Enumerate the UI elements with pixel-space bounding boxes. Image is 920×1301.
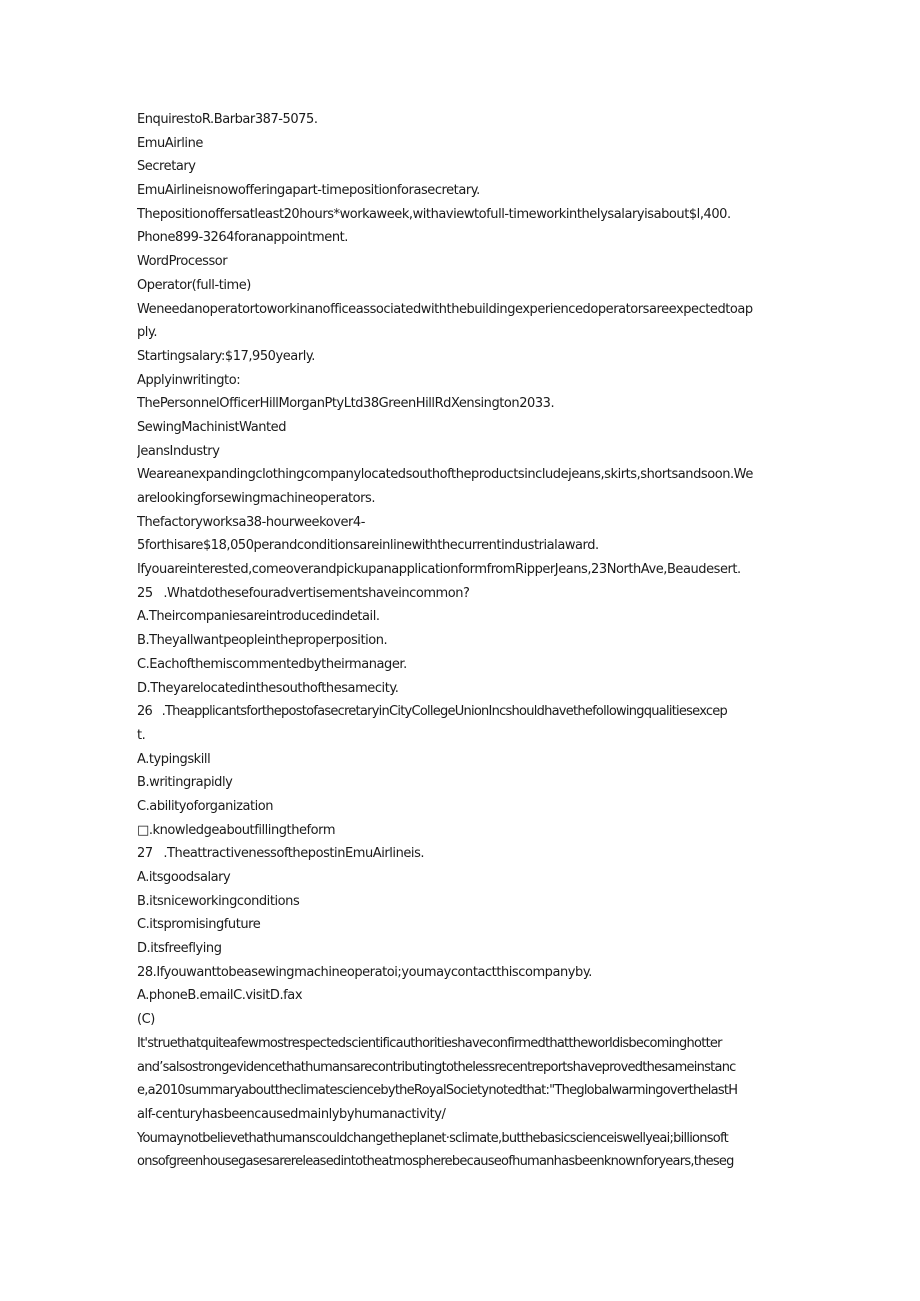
question-25: 25 .Whatdothesefouradvertisementshaveincommon? (137, 585, 470, 601)
option-d: D.itsfreeflying (137, 941, 222, 957)
option-b: B.itsniceworkingconditions (137, 893, 300, 909)
option-d: D.Theyarelocatedinthesouthofthesamecity. (137, 680, 399, 696)
option-c: C.itspromisingfuture (137, 917, 261, 933)
question-27: 27 .TheattractivenessofthepostinEmuAirlineis. (137, 846, 425, 862)
text-line: Secretary (137, 159, 196, 175)
text-line: JeansIndustry (137, 443, 220, 459)
document-page (137, 108, 787, 1174)
text-line: It'struethatquiteafewmostrespectedscientificauthoritieshaveconfirmedthattheworldisbecominghotter (137, 1035, 722, 1051)
text-line: Ifyouareinterested,comeoverandpickupanapplicationformfromRipperJeans,23NorthAve,Beaudesert. (137, 562, 741, 578)
question-28: 28.Ifyouwanttobeasewingmachineoperatoi;youmaycontactthiscompanyby. (137, 964, 592, 980)
options-row: A.phoneB.emailC.visitD.fax (137, 988, 303, 1004)
text-line: Weareanexpandingclothingcompanylocatedsouthoftheproductsincludejeans,skirts,shortsandsoon.We (137, 467, 753, 483)
question-26: 26 .TheapplicantsforthepostofasecretaryinCityCollegeUnionIncshouldhavethefollowingqualitiesexcep (137, 704, 728, 720)
text-line: 5forthisare$18,050perandconditionsareinlinewiththecurrentindustrialaward. (137, 538, 599, 554)
text-line: ThePersonnelOfficerHillMorganPtyLtd38GreenHillRdXensington2033. (137, 396, 555, 412)
text-line: onsofgreenhousegasesarereleasedintotheatmospherebecauseofhumanhasbeenknownforyears,theseg (137, 1154, 734, 1170)
option-b: B.Theyallwantpeopleintheproperposition. (137, 633, 388, 649)
text-line: Youmaynotbelievethathumanscouldchangetheplanet·sclimate,butthebasicscienceiswellyeai;billionsoft (137, 1130, 728, 1146)
text-line: alf-centuryhasbeencausedmainlybyhumanactivity/ (137, 1106, 446, 1122)
option-a: A.typingskill (137, 751, 211, 767)
option-c: C.Eachofthemiscommentedbytheirmanager. (137, 656, 407, 672)
text-line: EnquirestoR.Barbar387-5075. (137, 112, 318, 127)
text-line: EmuAirlineisnowofferingapart-timepositionforasecretary. (137, 183, 480, 199)
text-line: SewingMachinistWanted (137, 419, 287, 435)
text-line: Startingsalary:$17,950yearly. (137, 348, 315, 364)
option-b: B.writingrapidly (137, 775, 233, 791)
section-heading: (C) (137, 1012, 155, 1028)
text-line: Operator(full-time) (137, 277, 251, 293)
text-line: Phone899-3264foranappointment. (137, 230, 348, 246)
text-line: Thepositionoffersatleast20hours*workaweek,withaviewtofull-timeworkintheIysalaryisabout$l,400. (137, 206, 731, 222)
text-line: Weneedanoperatortoworkinanofficeassociatedwiththebuildingexperiencedoperatorsareexpectedtoap (137, 301, 753, 317)
option-a: A.itsgoodsalary (137, 870, 231, 885)
text-line: t. (137, 727, 146, 743)
text-line: arelookingforsewingmachineoperators. (137, 491, 376, 506)
option-a: A.Theircompaniesareintroducedindetail. (137, 609, 380, 625)
option-c: C.abilityoforganization (137, 798, 274, 814)
text-line: and’salsostrongevidencethathumansarecontributingtothelessrecentreportshaveprovedthesameinstanc (137, 1059, 736, 1075)
text-line: WordProcessor (137, 254, 228, 270)
text-line: ply. (137, 325, 158, 341)
text-line: EmuAirline (137, 135, 203, 151)
option-d: □.knowledgeaboutfillingtheform (137, 822, 336, 838)
text-line: Thefactoryworksa38-hourweekover4- (137, 514, 365, 530)
text-line: Applyinwritingto: (137, 372, 241, 388)
text-line: e,a2010summaryabouttheclimatesciencebytheRoyalSocietynotedthat:"TheglobalwarmingoverthelastH (137, 1083, 738, 1099)
